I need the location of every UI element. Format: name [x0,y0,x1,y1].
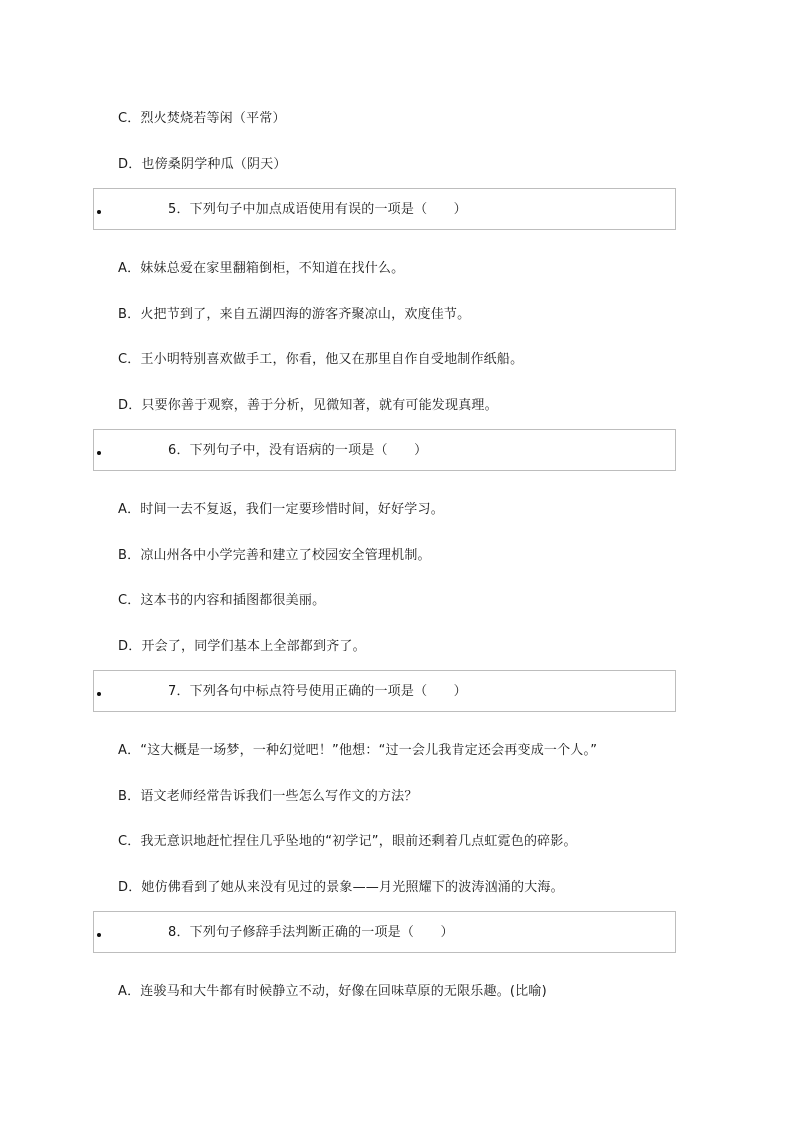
bullet-icon [97,451,101,455]
question-6-option-c: C．这本书的内容和插图都很美丽。 [118,593,326,608]
question-7-option-d: D．她仿佛看到了她从来没有见过的景象——月光照耀下的波涛汹涌的大海。 [118,880,564,895]
question-7-option-a: A．“这大概是一场梦，一种幻觉吧！”他想：“过一会儿我肯定还会再变成一个人。” [118,743,598,758]
option-c-prev: C．烈火焚烧若等闲（平常） [118,111,286,126]
question-8-option-a: A．连骏马和大牛都有时候静立不动，好像在回味草原的无限乐趣。(比喻) [118,984,547,999]
bullet-icon [97,933,101,937]
option-d-prev: D．也傍桑阴学种瓜（阴天） [118,157,287,172]
question-6-stem: 6．下列句子中，没有语病的一项是（ ） [168,443,428,458]
question-8-stem: 8．下列句子修辞手法判断正确的一项是（ ） [168,925,454,940]
question-6-option-b: B．凉山州各中小学完善和建立了校园安全管理机制。 [118,548,431,563]
question-7-option-c: C．我无意识地赶忙捏住几乎坠地的“初学记”，眼前还剩着几点虹霓色的碎影。 [118,834,577,849]
bullet-icon [97,692,101,696]
question-6-option-a: A．时间一去不复返，我们一定要珍惜时间，好好学习。 [118,502,444,517]
question-6-box [93,429,676,471]
bullet-icon [97,210,101,214]
question-6-option-d: D．开会了，同学们基本上全部都到齐了。 [118,639,366,654]
question-7-stem: 7．下列各句中标点符号使用正确的一项是（ ） [168,684,467,699]
question-5-option-a: A．妹妹总爱在家里翻箱倒柜，不知道在找什么。 [118,261,405,276]
question-5-option-b: B．火把节到了，来自五湖四海的游客齐聚凉山，欢度佳节。 [118,307,471,322]
question-5-option-d: D．只要你善于观察，善于分析，见微知著，就有可能发现真理。 [118,398,498,413]
question-7-box [93,670,676,712]
question-8-box [93,911,676,953]
question-7-option-b: B．语文老师经常告诉我们一些怎么写作文的方法？ [118,789,418,804]
question-5-stem: 5．下列句子中加点成语使用有误的一项是（ ） [168,202,467,217]
question-5-box [93,188,676,230]
question-5-option-c: C．王小明特别喜欢做手工，你看，他又在那里自作自受地制作纸船。 [118,352,524,367]
